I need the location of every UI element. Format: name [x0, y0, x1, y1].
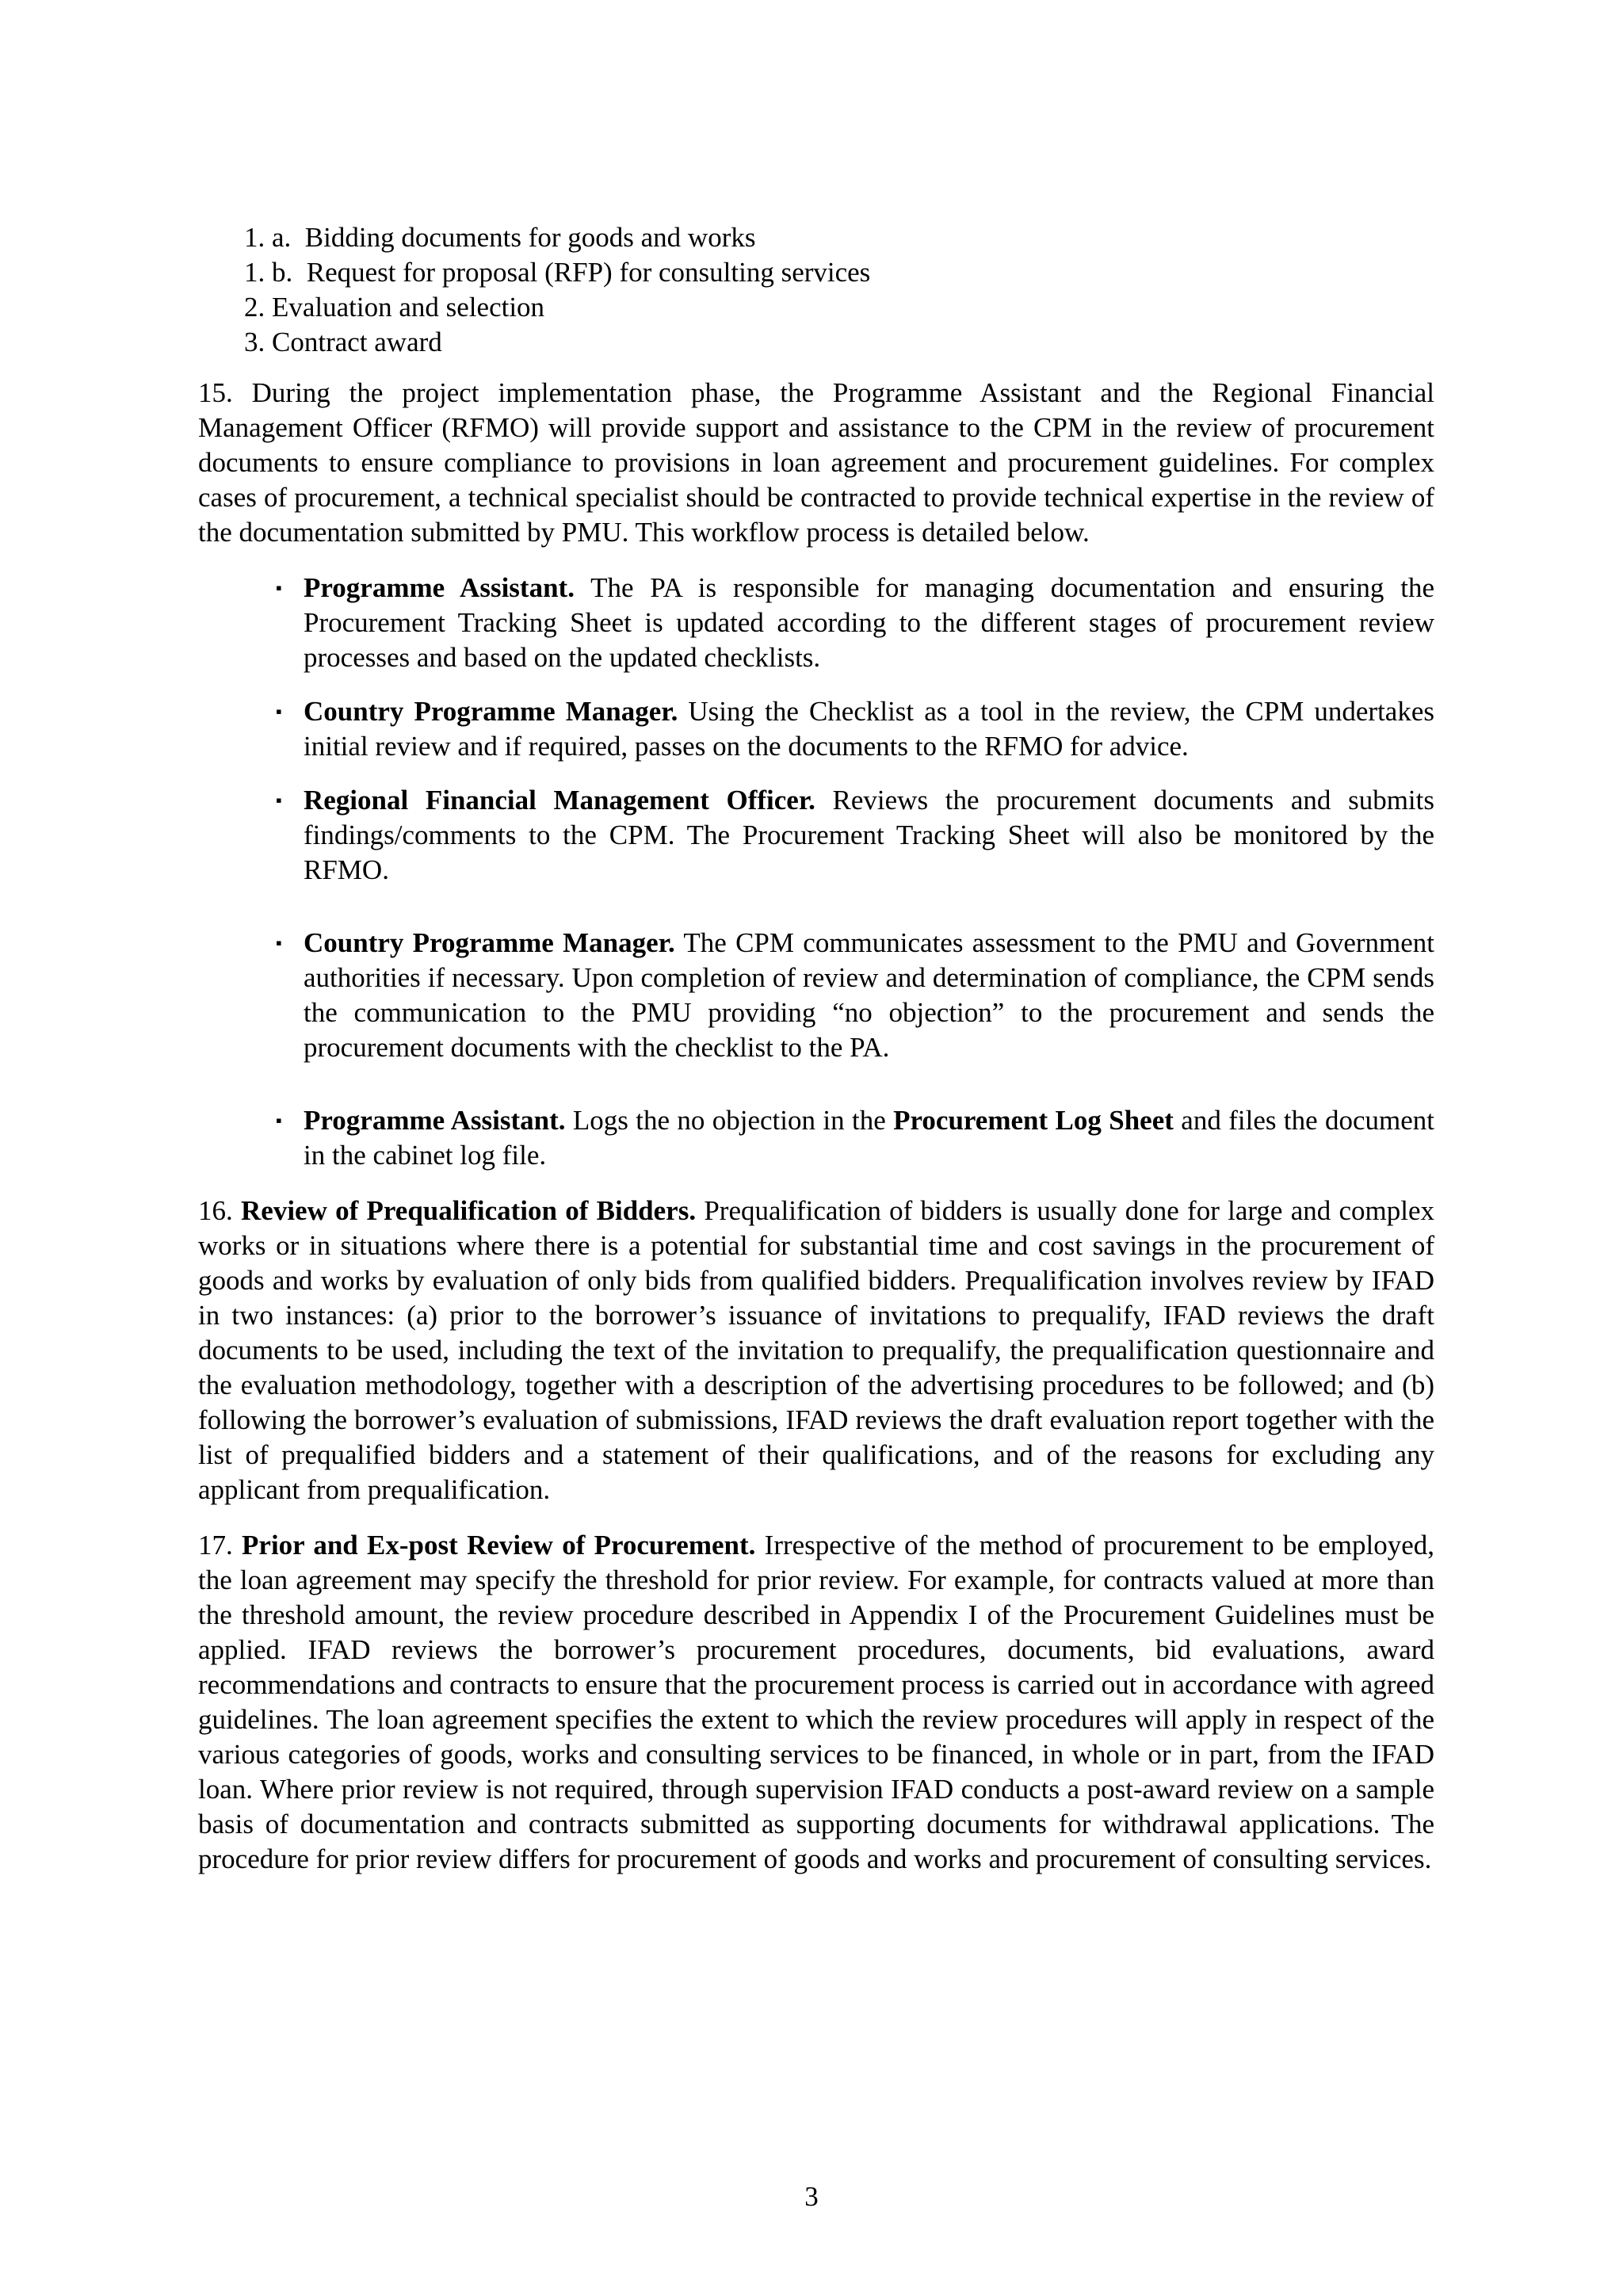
- list-item: 2. Evaluation and selection: [244, 292, 545, 323]
- paragraph-15-text: 15. During the project implementation phase, the Programme Assistant and the Regional Financial Management Officer (RFMO) will provide support and assistance to the CPM in the review of procurement documents to ensure compliance to provisions in loan agreement and procurement guidelines. For complex cases of procurement, a technical specialist should be contracted to provide technical expertise in the review of the documentation submitted by PMU. This workflow process is detailed below.: [198, 377, 1434, 548]
- bullet-programme-assistant: [198, 571, 1434, 675]
- procurement-steps-list: [244, 220, 1434, 360]
- workflow-bullet-list: [198, 571, 1434, 1173]
- paragraph-number: 16.: [198, 1195, 242, 1226]
- paragraph-17-title: Prior and Ex-post Review of Procurement.: [242, 1530, 756, 1561]
- page-number: 3: [804, 2181, 819, 2212]
- bullet-programme-assistant-2: [198, 1103, 1434, 1173]
- bullet-text: and files the document in the cabinet log file.: [304, 1105, 1435, 1171]
- bullet-regional-financial-management-officer: [198, 783, 1434, 888]
- paragraph-number: 17.: [198, 1530, 242, 1561]
- bullet-title: Programme Assistant.: [304, 572, 575, 603]
- paragraph-16-text: Prequalification of bidders is usually done for large and complex works or in situations where there is a potential for substantial time and cost savings in the procurement of goods and works by evaluation of only bids from qualified bidders. Prequalification involves review by IFAD in two instances: (a) prior to the borrower’s issuance of invitations to prequalify, IFAD reviews the draft documents to be used, including the text of the invitation to prequalify, the prequalification questionnaire and the evaluation methodology, together with a description of the advertising procedures to be followed; and (b) following the borrower’s evaluation of submissions, IFAD reviews the draft evaluation report together with the list of prequalified bidders and a statement of their qualifications, and of the reasons for excluding any applicant from prequalification.: [198, 1195, 1434, 1505]
- procurement-log-sheet-term: Procurement Log Sheet: [893, 1105, 1174, 1136]
- bullet-title: Country Programme Manager.: [304, 696, 678, 727]
- bullet-text: The CPM communicates assessment to the PMU and Government authorities if necessary. Upon completion of review and determination of compliance, the CPM sends the communication to the PMU providing “no objection” to the procurement and sends the procurement documents with the checklist to the PA.: [304, 927, 1434, 1063]
- bullet-text: Logs the no objection in the: [565, 1105, 894, 1136]
- bullet-square-icon: ▪: [276, 1110, 282, 1130]
- paragraph-15: [198, 376, 1434, 550]
- list-item: 1. b. Request for proposal (RFP) for consulting services: [244, 257, 871, 288]
- bullet-square-icon: ▪: [276, 933, 282, 953]
- bullet-country-programme-manager: [198, 694, 1434, 764]
- document-page: [198, 220, 1434, 1877]
- bullet-title: Regional Financial Management Officer.: [304, 785, 815, 816]
- bullet-text: Using the Checklist as a tool in the review, the CPM undertakes initial review and if required, passes on the documents to the RFMO for advice.: [304, 696, 1434, 762]
- paragraph-17-text: Irrespective of the method of procurement to be employed, the loan agreement may specify the threshold for prior review. For example, for contracts valued at more than the threshold amount, the review procedure described in Appendix I of the Procurement Guidelines must be applied. IFAD reviews the borrower’s procurement procedures, documents, bid evaluations, award recommendations and contracts to ensure that the procurement process is carried out in accordance with agreed guidelines. The loan agreement specifies the extent to which the review procedures will apply in respect of the various categories of goods, works and consulting services to be financed, in whole or in part, from the IFAD loan. Where prior review is not required, through supervision IFAD conducts a post-award review on a sample basis of documentation and contracts submitted as supporting documents for withdrawal applications. The procedure for prior review differs for procurement of goods and works and procurement of consulting services.: [198, 1530, 1434, 1874]
- bullet-square-icon: ▪: [276, 701, 282, 721]
- bullet-text: Reviews the procurement documents and submits findings/comments to the CPM. The Procurement Tracking Sheet will also be monitored by the RFMO.: [304, 785, 1434, 885]
- bullet-square-icon: ▪: [276, 790, 282, 810]
- bullet-text: The PA is responsible for managing documentation and ensuring the Procurement Tracking Sheet is updated according to the different stages of procurement review processes and based on the updated checklists.: [304, 572, 1435, 673]
- paragraph-16-title: Review of Prequalification of Bidders.: [241, 1195, 697, 1226]
- list-item: 3. Contract award: [244, 327, 442, 357]
- bullet-title: Country Programme Manager.: [304, 927, 675, 958]
- paragraph-17: [198, 1528, 1434, 1877]
- list-item: 1. a. Bidding documents for goods and works: [244, 222, 756, 253]
- bullet-title: Programme Assistant.: [304, 1105, 566, 1136]
- bullet-square-icon: ▪: [276, 578, 282, 598]
- paragraph-16: [198, 1194, 1434, 1507]
- bullet-country-programme-manager-2: [198, 926, 1434, 1065]
